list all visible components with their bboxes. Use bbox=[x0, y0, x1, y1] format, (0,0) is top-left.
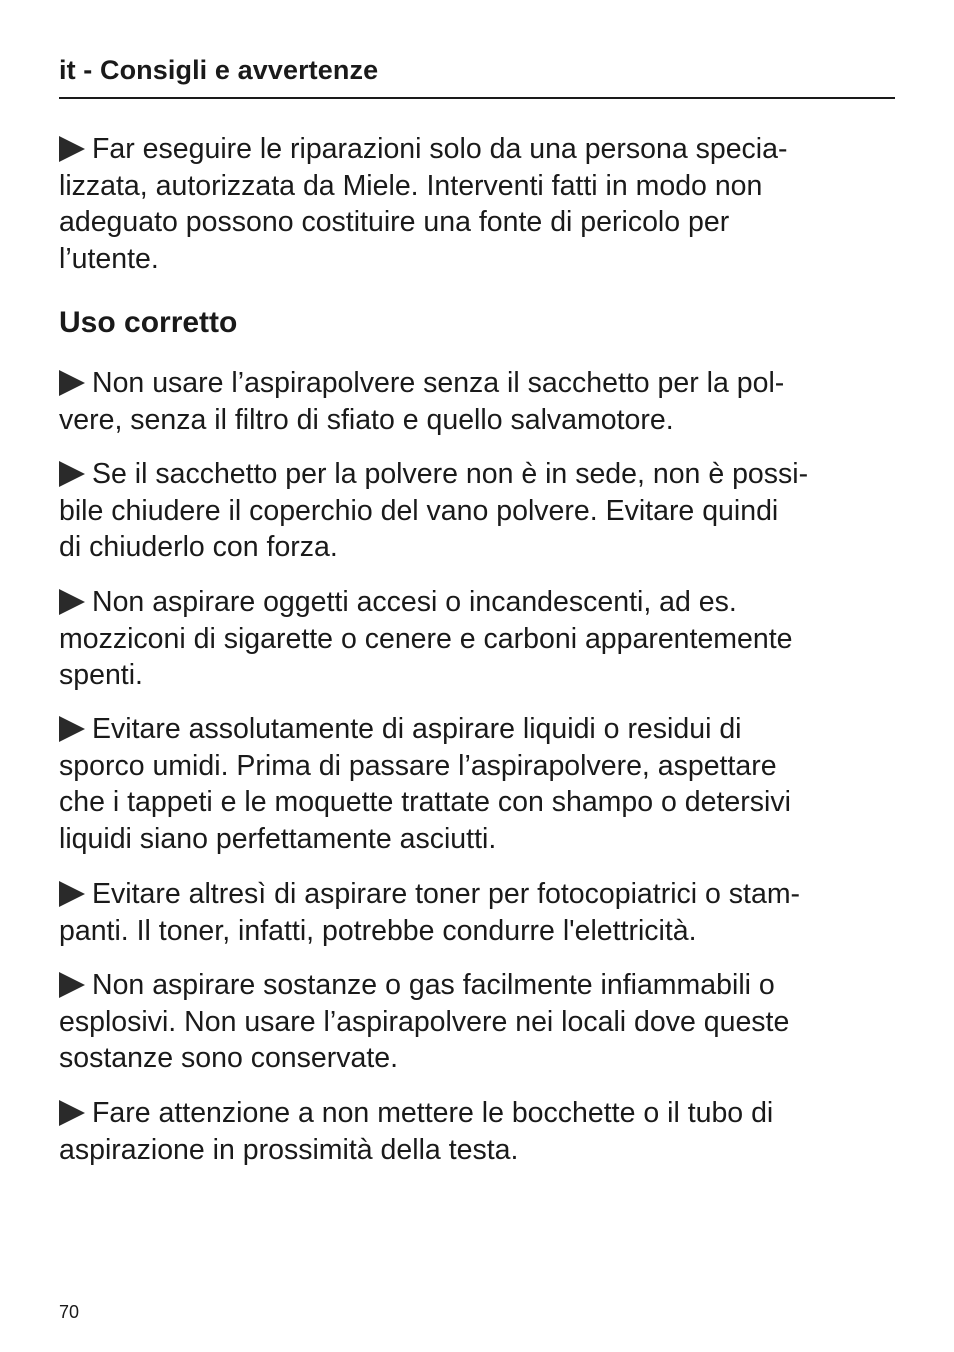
triangle-right-icon bbox=[59, 136, 85, 162]
triangle-right-icon bbox=[59, 589, 85, 615]
intro-warning-item bbox=[59, 131, 897, 277]
triangle-right-icon bbox=[59, 881, 85, 907]
item-line: aspirazione in prossimità della testa. bbox=[59, 1133, 519, 1166]
item-line: mozziconi di sigarette o cenere e carboni apparentemente bbox=[59, 622, 793, 655]
item-line: Evitare altresì di aspirare toner per fotocopiatrici o stam- bbox=[92, 878, 801, 910]
page-number: 70 bbox=[59, 1302, 80, 1322]
item-line: che i tappeti e le moquette trattate con shampo o detersivi bbox=[59, 786, 791, 819]
item-line: sporco umidi. Prima di passare l’aspirapolvere, aspettare bbox=[59, 749, 777, 782]
item-line: Se il sacchetto per la polvere non è in sede, non è possi- bbox=[92, 458, 809, 490]
header-title: it - Consigli e avvertenze bbox=[59, 55, 379, 85]
item-line: Evitare assolutamente di aspirare liquidi o residui di bbox=[92, 713, 742, 745]
list-item bbox=[59, 967, 897, 1077]
item-line: adeguato possono costituire una fonte di pericolo per bbox=[59, 206, 730, 239]
list-item bbox=[59, 711, 897, 857]
triangle-right-icon bbox=[59, 716, 85, 742]
triangle-right-icon bbox=[59, 370, 85, 396]
section-title: Uso corretto bbox=[59, 306, 238, 339]
item-line: spenti. bbox=[59, 659, 143, 692]
list-item bbox=[59, 584, 897, 694]
item-line: liquidi siano perfettamente asciutti. bbox=[59, 822, 497, 855]
list-item bbox=[59, 456, 897, 566]
triangle-right-icon bbox=[59, 972, 85, 998]
item-line: esplosivi. Non usare l’aspirapolvere nei locali dove queste bbox=[59, 1005, 790, 1038]
item-line: bile chiudere il coperchio del vano polvere. Evitare quindi bbox=[59, 494, 779, 527]
item-line: Far eseguire le riparazioni solo da una persona specia- bbox=[92, 133, 788, 165]
triangle-right-icon bbox=[59, 1100, 85, 1126]
item-line: Non aspirare oggetti accesi o incandescenti, ad es. bbox=[92, 586, 737, 618]
item-line: Non usare l’aspirapolvere senza il sacchetto per la pol- bbox=[92, 367, 785, 399]
item-line: Non aspirare sostanze o gas facilmente infiammabili o bbox=[92, 969, 775, 1001]
list-item bbox=[59, 876, 897, 949]
item-line: panti. Il toner, infatti, potrebbe condurre l'elettricità. bbox=[59, 914, 697, 947]
item-line: Fare attenzione a non mettere le bocchette o il tubo di bbox=[92, 1097, 774, 1129]
item-line: sostanze sono conservate. bbox=[59, 1042, 399, 1075]
triangle-right-icon bbox=[59, 461, 85, 487]
page-header bbox=[59, 52, 895, 99]
item-line: di chiuderlo con forza. bbox=[59, 531, 338, 564]
list-item bbox=[59, 365, 897, 438]
item-line: vere, senza il filtro di sfiato e quello salvamotore. bbox=[59, 403, 674, 436]
item-line: l’utente. bbox=[59, 242, 159, 275]
list-item bbox=[59, 1095, 897, 1168]
item-line: lizzata, autorizzata da Miele. Interventi fatti in modo non bbox=[59, 169, 763, 202]
